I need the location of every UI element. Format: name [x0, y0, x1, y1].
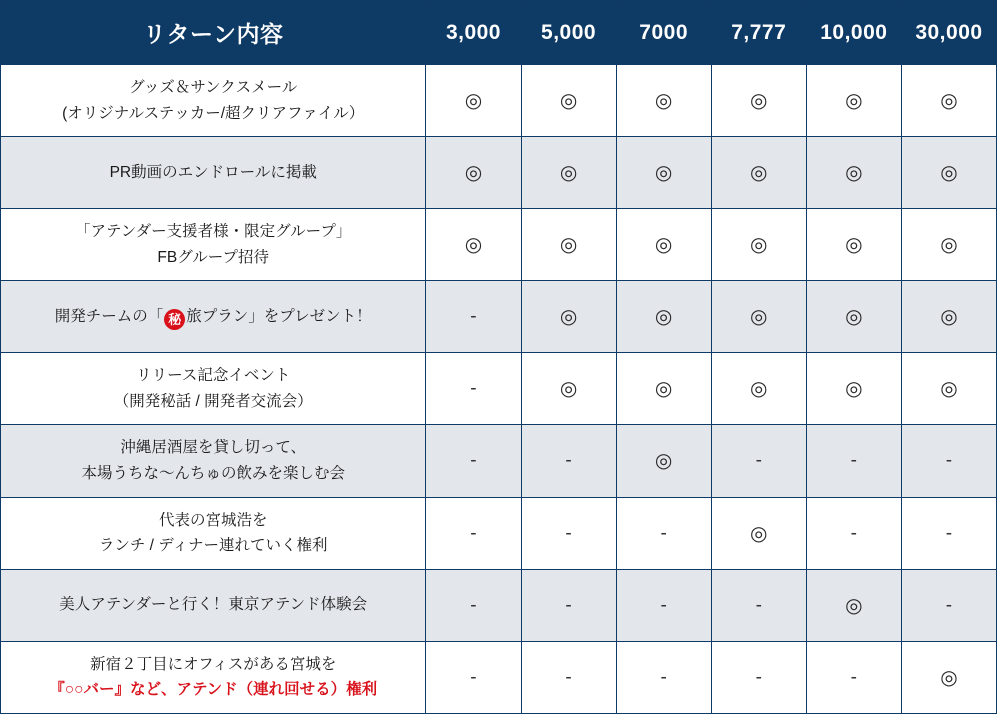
double-circle-icon: ◎ — [845, 234, 863, 257]
mark-cell-included — [616, 281, 711, 353]
mark-cell-included — [426, 65, 521, 137]
double-circle-icon: ◎ — [845, 378, 863, 401]
mark-cell-included — [806, 137, 901, 209]
mark-cell-excluded — [806, 425, 901, 497]
header-tier-3: 7000 — [616, 1, 711, 65]
double-circle-icon: ◎ — [559, 378, 578, 401]
double-circle-icon: ◎ — [654, 306, 673, 329]
table-row — [1, 209, 997, 281]
description-line: PR動画のエンドロールに掲載 — [109, 163, 317, 181]
dash-icon: - — [850, 666, 857, 688]
double-circle-icon: ◎ — [940, 306, 958, 329]
table-row — [1, 65, 997, 137]
mark-cell-included — [426, 137, 521, 209]
mark-cell-included — [521, 137, 616, 209]
mark-cell-included — [521, 353, 616, 425]
mark-cell-excluded — [901, 497, 996, 569]
dash-icon: - — [565, 666, 572, 688]
double-circle-icon: ◎ — [940, 234, 958, 257]
double-circle-icon: ◎ — [750, 306, 768, 329]
double-circle-icon: ◎ — [940, 90, 958, 113]
mark-cell-included — [426, 209, 521, 281]
mark-cell-included — [711, 497, 806, 569]
header-tier-1: 3,000 — [426, 1, 521, 65]
dash-icon: - — [660, 522, 667, 544]
dash-icon: - — [470, 666, 477, 688]
mark-cell-excluded — [616, 641, 711, 713]
double-circle-icon: ◎ — [464, 234, 483, 257]
dash-icon: - — [945, 450, 953, 472]
double-circle-icon: ◎ — [559, 162, 578, 185]
mark-cell-excluded — [806, 497, 901, 569]
dash-icon: - — [945, 522, 953, 544]
description-line: 開発チームの「 秘 旅プラン」をプレゼント！ — [13, 304, 413, 330]
mark-cell-included — [901, 641, 996, 713]
mark-cell-included — [806, 209, 901, 281]
mark-cell-excluded — [521, 569, 616, 641]
mark-cell-included — [616, 425, 711, 497]
dash-icon: - — [660, 666, 667, 688]
description-line: 本場うちな〜んちゅの飲みを楽しむ会 — [81, 464, 345, 482]
reward-description-cell — [1, 641, 426, 713]
mark-cell-excluded — [521, 497, 616, 569]
mark-cell-included — [711, 65, 806, 137]
mark-cell-excluded — [616, 497, 711, 569]
mark-cell-included — [711, 353, 806, 425]
header-tier-2: 5,000 — [521, 1, 616, 65]
dash-icon: - — [470, 378, 477, 400]
table-row — [1, 425, 997, 497]
mark-cell-excluded — [426, 569, 521, 641]
dash-icon: - — [470, 594, 477, 616]
description-line: 美人アテンダーと行く！東京アテンド体験会 — [59, 596, 368, 614]
double-circle-icon: ◎ — [559, 234, 578, 257]
reward-description-cell — [1, 425, 426, 497]
mark-cell-included — [806, 353, 901, 425]
header-tier-5: 10,000 — [806, 1, 901, 65]
mark-cell-included — [806, 569, 901, 641]
double-circle-icon: ◎ — [750, 162, 768, 185]
mark-cell-included — [806, 65, 901, 137]
table-header — [1, 1, 997, 65]
table-row — [1, 353, 997, 425]
mark-cell-included — [616, 65, 711, 137]
mark-cell-included — [901, 209, 996, 281]
mark-cell-included — [901, 281, 996, 353]
double-circle-icon: ◎ — [559, 90, 578, 113]
dash-icon: - — [565, 594, 572, 616]
double-circle-icon: ◎ — [845, 306, 863, 329]
mark-cell-excluded — [426, 353, 521, 425]
mark-cell-included — [616, 353, 711, 425]
mark-cell-included — [901, 137, 996, 209]
table-row — [1, 569, 997, 641]
double-circle-icon: ◎ — [464, 162, 483, 185]
dash-icon: - — [755, 594, 762, 616]
description-line: グッズ＆サンクスメール — [129, 79, 298, 96]
dash-icon: - — [660, 594, 667, 616]
description-line: 新宿２丁目にオフィスがある宮城を — [90, 655, 337, 673]
dash-icon: - — [850, 522, 857, 544]
reward-description-cell — [1, 65, 426, 137]
mark-cell-excluded — [426, 641, 521, 713]
double-circle-icon: ◎ — [940, 666, 958, 689]
description-line: 「アテンダー支援者様・限定グループ」 — [75, 223, 352, 241]
description-line: (オリジナルステッカー/超クリアファイル） — [62, 104, 365, 122]
double-circle-icon: ◎ — [845, 594, 863, 617]
dash-icon: - — [755, 450, 762, 472]
secret-icon: 秘 — [164, 309, 185, 330]
table-row — [1, 137, 997, 209]
double-circle-icon: ◎ — [559, 306, 578, 329]
reward-description-cell — [1, 137, 426, 209]
reward-description-cell — [1, 569, 426, 641]
header-tier-4: 7,777 — [711, 1, 806, 65]
mark-cell-included — [616, 137, 711, 209]
description-line: FBグループ招待 — [157, 248, 269, 266]
mark-cell-included — [901, 65, 996, 137]
dash-icon: - — [850, 450, 857, 472]
mark-cell-included — [616, 209, 711, 281]
table-row — [1, 641, 997, 713]
double-circle-icon: ◎ — [750, 234, 768, 257]
double-circle-icon: ◎ — [750, 522, 768, 545]
dash-icon: - — [470, 306, 477, 328]
double-circle-icon: ◎ — [654, 90, 673, 113]
dash-icon: - — [565, 450, 572, 472]
mark-cell-included — [806, 281, 901, 353]
description-line: ランチ / ディナー連れていく権利 — [98, 537, 328, 555]
mark-cell-included — [901, 353, 996, 425]
mark-cell-excluded — [616, 569, 711, 641]
table-body — [1, 65, 997, 714]
dash-icon: - — [565, 522, 572, 544]
double-circle-icon: ◎ — [940, 162, 958, 185]
mark-cell-included — [521, 281, 616, 353]
description-line: 沖縄居酒屋を貸し切って、 — [120, 439, 307, 457]
mark-cell-excluded — [711, 569, 806, 641]
mark-cell-included — [521, 209, 616, 281]
mark-cell-excluded — [901, 569, 996, 641]
description-line: リリース記念イベント — [136, 367, 291, 385]
mark-cell-excluded — [426, 425, 521, 497]
double-circle-icon: ◎ — [654, 450, 673, 473]
dash-icon: - — [470, 450, 477, 472]
mark-cell-excluded — [521, 425, 616, 497]
dash-icon: - — [470, 522, 477, 544]
mark-cell-excluded — [426, 281, 521, 353]
mark-cell-excluded — [711, 425, 806, 497]
double-circle-icon: ◎ — [464, 90, 483, 113]
description-line: （開発秘話 / 開発者交流会） — [113, 392, 313, 410]
reward-description-cell — [1, 281, 426, 353]
mark-cell-excluded — [426, 497, 521, 569]
mark-cell-included — [711, 137, 806, 209]
dash-icon: - — [755, 666, 762, 688]
dash-icon: - — [945, 594, 953, 616]
double-circle-icon: ◎ — [654, 162, 673, 185]
mark-cell-included — [711, 209, 806, 281]
table-row — [1, 497, 997, 569]
double-circle-icon: ◎ — [750, 90, 768, 113]
double-circle-icon: ◎ — [845, 162, 863, 185]
double-circle-icon: ◎ — [654, 378, 673, 401]
mark-cell-excluded — [806, 641, 901, 713]
mark-cell-included — [521, 65, 616, 137]
header-description: リターン内容 — [1, 1, 426, 65]
mark-cell-included — [711, 281, 806, 353]
mark-cell-excluded — [901, 425, 996, 497]
header-row — [1, 1, 997, 65]
mark-cell-excluded — [711, 641, 806, 713]
double-circle-icon: ◎ — [940, 378, 958, 401]
double-circle-icon: ◎ — [750, 378, 768, 401]
description-line: 『○○バー』など、アテンド（連れ回せる）権利 — [49, 681, 378, 699]
reward-description-cell — [1, 353, 426, 425]
description-line: 代表の宮城浩を — [158, 511, 268, 529]
reward-description-cell — [1, 209, 426, 281]
double-circle-icon: ◎ — [654, 234, 673, 257]
reward-description-cell — [1, 497, 426, 569]
double-circle-icon: ◎ — [845, 90, 863, 113]
mark-cell-excluded — [521, 641, 616, 713]
header-tier-6: 30,000 — [901, 1, 996, 65]
table-row — [1, 281, 997, 353]
